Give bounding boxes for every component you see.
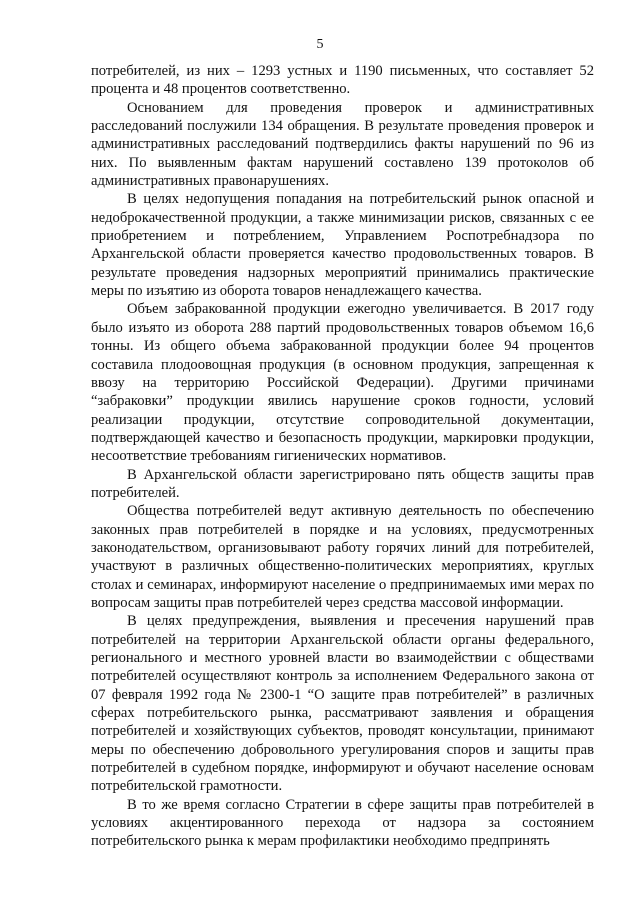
paragraph-strategy: В то же время согласно Стратегии в сфере защиты прав потребителей в условиях акцентированного перехода от надзора за состоянием потребительского рынка к мерам профилактики необходимо предпринять bbox=[91, 796, 594, 850]
paragraph-inspections: Основанием для проведения проверок и административных расследований послужили 134 обращения. В результате проведения проверок и административных расследований подтвердились факты нарушений по 96 из них. По выявленным фактам нарушений составлено 139 протоколов об административных правонарушениях. bbox=[91, 99, 594, 190]
paragraph-consumer-societies: В Архангельской области зарегистрировано пять обществ защиты прав потребителей. bbox=[91, 466, 594, 501]
paragraph-quality-control: В целях недопущения попадания на потребительский рынок опасной и недоброкачественной продукции, а также минимизации рисков, связанных с ее приобретением и потреблением, Управлением Роспотребнадзора по Архангельской области проверяется качество продовольственных товаров. В результате проведения надзорных мероприятий принимались практические меры по изъятию из оборота товаров ненадлежащего качества. bbox=[91, 191, 594, 300]
paragraph-society-activities: Общества потребителей ведут активную деятельность по обеспечению законных прав потребителей в порядке и на условиях, предусмотренных законодательством, организовывают работу горячих линий для потребителей, участвуют в различных общественно-политических мероприятиях, круглых столах и семинарах, информируют население о предпринимаемых ими мерах по вопросам защиты прав потребителей через средства массовой информации. bbox=[91, 503, 594, 611]
page-number: 5 bbox=[316, 37, 324, 52]
paragraph-rejected-products: Объем забракованной продукции ежегодно увеличивается. В 2017 году было изъято из оборота 288 партий продовольственных товаров объемом 16,6 тонны. Из общего объема забракованной продукции более 94 процентов составила плодоовощная продукция (в основном продукция, запрещенная к ввозу на территорию Российской Федерации). Другими причинами “забраковки” продукции явились нарушение сроков годности, условий реализации продукции, отсутствие сопроводительной документации, подтверждающей качество и безопасность продукции, маркировки продукции, несоответствие требованиям гигиенических нормативов. bbox=[91, 301, 594, 465]
paragraph-continuation: потребителей, из них – 1293 устных и 1190 письменных, что составляет 52 процента и 48 процентов соответственно. bbox=[91, 63, 594, 98]
document-body bbox=[91, 62, 594, 851]
paragraph-authority-cooperation: В целях предупреждения, выявления и пресечения нарушений прав потребителей на территории Архангельской области органы федерального, регионального и местного уровней власти во взаимодействии с обществами потребителей осуществляют контроль за исполнением Федерального закона от 07 февраля 1992 года № 2300-1 “О защите прав потребителей” в различных сферах потребительского рынка, рассматривают заявления и обращения потребителей и хозяйствующих субъектов, проводят консультации, принимают меры по обеспечению добровольного урегулирования споров и защиты прав потребителей в судебном порядке, информируют и обучают население основам потребительской грамотности. bbox=[91, 613, 594, 795]
